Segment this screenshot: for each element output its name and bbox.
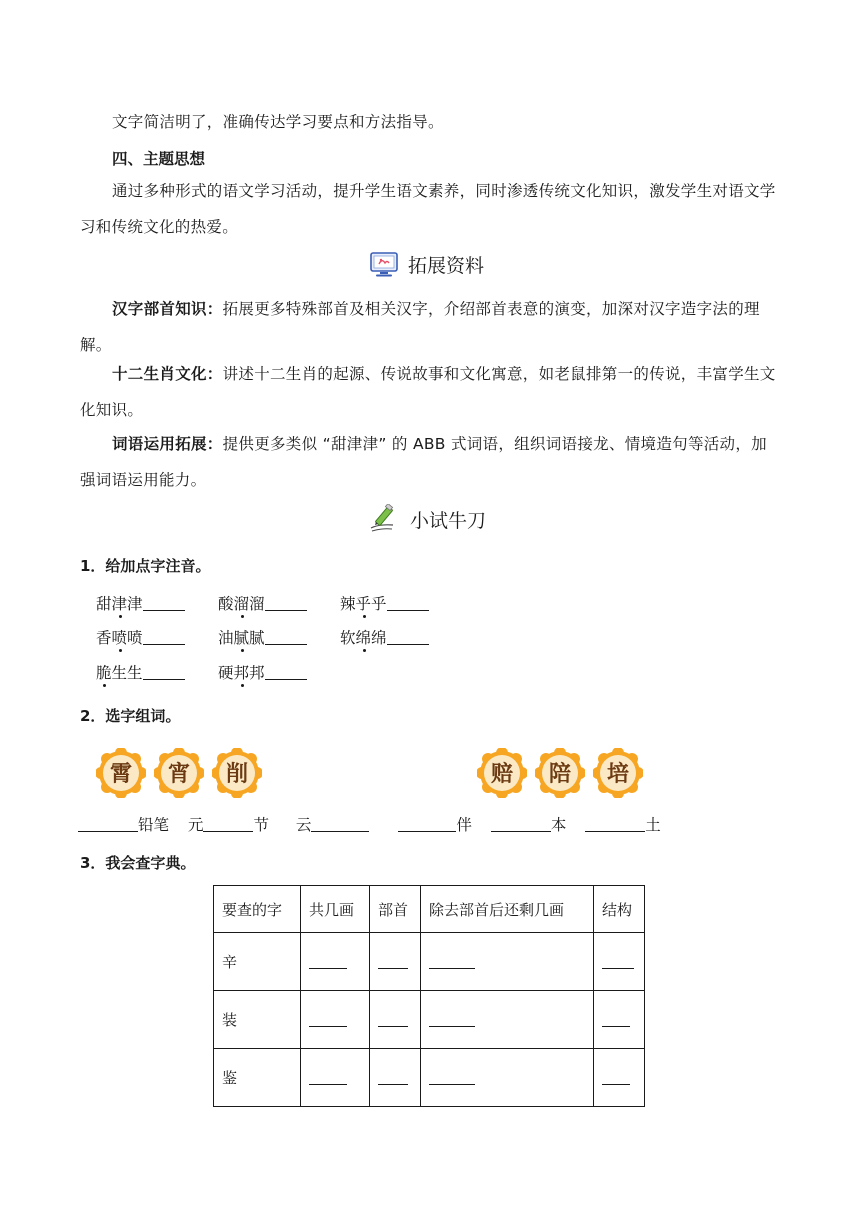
extension-item-words xyxy=(80,426,782,498)
emphasis-dot xyxy=(363,649,366,652)
fill-word: 土 xyxy=(645,816,661,834)
fill-blank[interactable] xyxy=(203,815,253,832)
emphasis-dot xyxy=(363,615,366,618)
extension-item-label: 汉字部首知识： xyxy=(112,300,223,318)
word-text: 脆生生 xyxy=(96,664,143,682)
answer-cell[interactable] xyxy=(370,991,421,1049)
table-row xyxy=(214,1049,645,1107)
fill-blank[interactable] xyxy=(398,815,456,832)
word-text: 酸溜溜 xyxy=(218,595,265,613)
answer-cell[interactable] xyxy=(370,933,421,991)
practice-section-title: 小试牛刀 xyxy=(410,509,487,532)
extension-section-title-wrap xyxy=(370,251,484,278)
question-two-title: 2．选字组词。 xyxy=(80,707,181,725)
table-header: 结构 xyxy=(594,886,645,933)
word-text: 辣乎乎 xyxy=(340,595,387,613)
answer-cell[interactable] xyxy=(301,991,370,1049)
question-three-title: 3．我会查字典。 xyxy=(80,854,196,872)
pinyin-item xyxy=(340,592,462,614)
answer-blank[interactable] xyxy=(265,663,307,680)
table-header: 部首 xyxy=(370,886,421,933)
computer-screen-icon xyxy=(370,252,398,278)
pen-writing-icon xyxy=(368,504,400,534)
table-header: 要查的字 xyxy=(214,886,301,933)
flower-char: 培 xyxy=(606,761,630,787)
answer-cell[interactable] xyxy=(594,933,645,991)
answer-blank[interactable] xyxy=(387,628,429,645)
lookup-char: 装 xyxy=(214,991,301,1049)
fill-word: 伴 xyxy=(456,816,472,834)
table-row xyxy=(214,991,645,1049)
pinyin-row-2 xyxy=(96,626,462,648)
pinyin-item xyxy=(96,626,218,648)
table-header: 除去部首后还剩几画 xyxy=(421,886,594,933)
section-four-heading: 四、主题思想 xyxy=(112,150,206,168)
extension-item-text: 拓展更多特殊部首及相关汉字，介绍部首表意的演变，加深对汉字造字法的理解。 xyxy=(80,300,760,354)
answer-cell[interactable] xyxy=(421,933,594,991)
fill-blank[interactable] xyxy=(491,815,551,832)
pinyin-item xyxy=(218,661,340,683)
section-four-text: 通过多种形式的语文学习活动，提升学生语文素养，同时渗透传统文化知识，激发学生对语文学习和传统文化的热爱。 xyxy=(80,182,776,236)
flower-char-tile xyxy=(154,748,204,798)
flower-char: 赔 xyxy=(490,761,514,787)
dictionary-table xyxy=(213,885,645,1107)
table-header-row xyxy=(214,886,645,933)
flower-char: 陪 xyxy=(548,761,572,787)
fill-word: 铅笔 xyxy=(138,816,170,834)
answer-blank[interactable] xyxy=(265,628,307,645)
extension-item-zodiac xyxy=(80,356,782,428)
table-header: 共几画 xyxy=(301,886,370,933)
lookup-char: 辛 xyxy=(214,933,301,991)
flower-char: 削 xyxy=(225,761,249,787)
question-one-title: 1．给加点字注音。 xyxy=(80,557,211,575)
fill-word: 本 xyxy=(550,816,567,834)
emphasis-dot xyxy=(119,649,122,652)
pinyin-item xyxy=(340,626,462,648)
answer-cell[interactable] xyxy=(421,1049,594,1107)
flower-char-tile xyxy=(477,748,527,798)
pinyin-item xyxy=(218,626,340,648)
extension-item-label: 词语运用拓展： xyxy=(112,435,223,453)
flower-char: 宵 xyxy=(167,761,191,787)
word-text: 甜津津 xyxy=(96,595,143,613)
answer-blank[interactable] xyxy=(143,663,185,680)
answer-cell[interactable] xyxy=(370,1049,421,1107)
fill-word: 元 xyxy=(187,816,204,834)
fill-word: 节 xyxy=(253,816,269,834)
pinyin-item xyxy=(96,661,218,683)
answer-blank[interactable] xyxy=(143,594,185,611)
pinyin-item xyxy=(96,592,218,614)
fill-blank[interactable] xyxy=(311,815,369,832)
extension-item-label: 十二生肖文化： xyxy=(112,365,223,383)
extension-item-text: 提供更多类似 “甜津津” 的 ABB 式词语，组织词语接龙、情境造句等活动，加强词语运用能力。 xyxy=(80,435,767,489)
answer-cell[interactable] xyxy=(301,1049,370,1107)
fill-blank[interactable] xyxy=(585,815,645,832)
lookup-char: 鉴 xyxy=(214,1049,301,1107)
flower-char-tile xyxy=(212,748,262,798)
word-text: 硬邦邦 xyxy=(218,664,265,682)
extension-section-title: 拓展资料 xyxy=(408,255,485,277)
answer-cell[interactable] xyxy=(594,991,645,1049)
flower-char-tile xyxy=(535,748,585,798)
practice-section-title-wrap xyxy=(368,504,486,534)
word-text: 香喷喷 xyxy=(96,629,143,647)
pinyin-row-3 xyxy=(96,661,340,683)
emphasis-dot xyxy=(103,684,106,687)
flower-char-tile xyxy=(96,748,146,798)
emphasis-dot xyxy=(119,615,122,618)
fill-blank[interactable] xyxy=(78,815,138,832)
flower-char-tile xyxy=(593,748,643,798)
fill-word: 云 xyxy=(295,816,312,834)
answer-cell[interactable] xyxy=(421,991,594,1049)
extension-item-text: 讲述十二生肖的起源、传说故事和文化寓意，如老鼠排第一的传说，丰富学生文化知识。 xyxy=(80,365,776,419)
extension-item-radicals xyxy=(80,291,782,363)
pinyin-row-1 xyxy=(96,592,462,614)
answer-blank[interactable] xyxy=(387,594,429,611)
answer-cell[interactable] xyxy=(594,1049,645,1107)
intro-line: 文字简洁明了，准确传达学习要点和方法指导。 xyxy=(112,113,444,131)
answer-blank[interactable] xyxy=(265,594,307,611)
emphasis-dot xyxy=(241,684,244,687)
answer-cell[interactable] xyxy=(301,933,370,991)
word-fill-row xyxy=(78,813,661,835)
word-text: 油腻腻 xyxy=(218,629,265,647)
flower-char: 霄 xyxy=(109,761,133,787)
emphasis-dot xyxy=(241,615,244,618)
word-text: 软绵绵 xyxy=(340,629,387,647)
table-row xyxy=(214,933,645,991)
answer-blank[interactable] xyxy=(143,628,185,645)
pinyin-item xyxy=(218,592,340,614)
emphasis-dot xyxy=(241,649,244,652)
